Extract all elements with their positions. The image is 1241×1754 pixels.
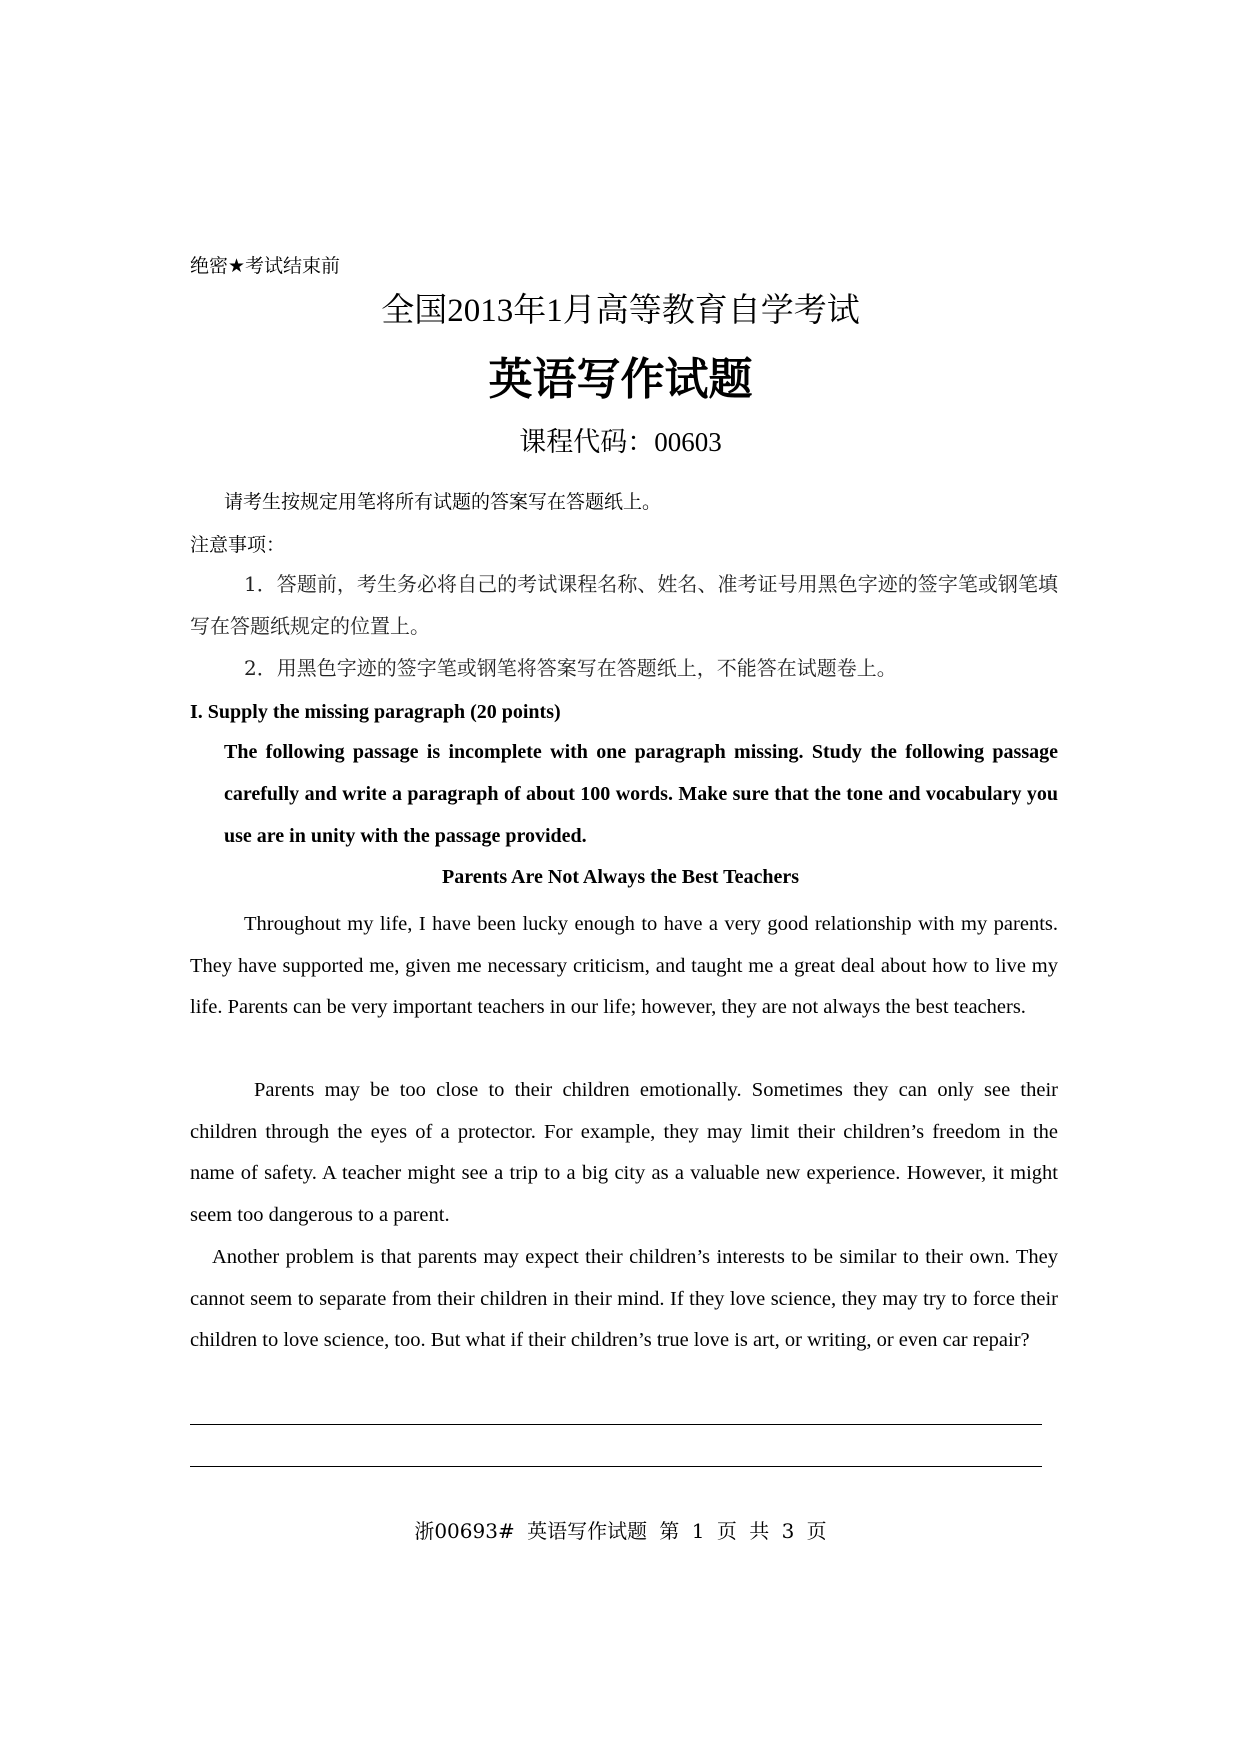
- page-title: 英语写作试题: [488, 354, 753, 405]
- answer-line: [190, 1466, 1042, 1467]
- passage-paragraph-3: Another problem is that parents may expect their children’s interests to be similar to their own. They cannot seem to separate from their children in their mind. If they love science, they may try to force their children to love science, too. But what if their children’s true love is art, or writing, or even car repair?: [190, 1246, 1058, 1351]
- general-instruction: 请考生按规定用笔将所有试题的答案写在答题纸上。: [224, 491, 662, 513]
- notes-label: 注意事项：: [190, 534, 286, 556]
- note-item-2: 2．用黑色字迹的签字笔或钢笔将答案写在答题纸上，不能答在试题卷上。: [244, 656, 897, 680]
- answer-line: [190, 1424, 1042, 1425]
- passage-paragraph-2: Parents may be too close to their children emotionally. Sometimes they can only see their children through the eyes of a protector. For example, they may limit their children’s freedom in the name of safety. A teacher might see a trip to a big city as a valuable new experience. However, it might seem too dangerous to a parent.: [190, 1079, 1058, 1226]
- confidential-notice: 绝密★考试结束前: [190, 255, 341, 277]
- passage-paragraph-1: Throughout my life, I have been lucky enough to have a very good relationship with my parents. They have supported me, given me necessary criticism, and taught me a great deal about how to live my life. Parents can be very important teachers in our life; however, they are not always the best teachers.: [190, 913, 1058, 1018]
- course-code: 课程代码：00603: [519, 427, 722, 457]
- exam-session-line: 全国2013年1月高等教育自学考试: [381, 293, 860, 329]
- note-item-1: 1．答题前，考生务必将自己的考试课程名称、姓名、准考证号用黑色字迹的签字笔或钢笔填写在答题纸规定的位置上。: [190, 572, 1058, 638]
- section-heading: I. Supply the missing paragraph (20 points): [190, 701, 561, 723]
- passage-title: Parents Are Not Always the Best Teachers: [441, 866, 799, 888]
- page-footer: 浙00693# 英语写作试题 第 1 页 共 3 页: [414, 1519, 827, 1543]
- section-directions: The following passage is incomplete with one paragraph missing. Study the following passage carefully and write a paragraph of about 100 words. Make sure that the tone and vocabulary you use are in unity with the passage provided.: [224, 741, 1058, 847]
